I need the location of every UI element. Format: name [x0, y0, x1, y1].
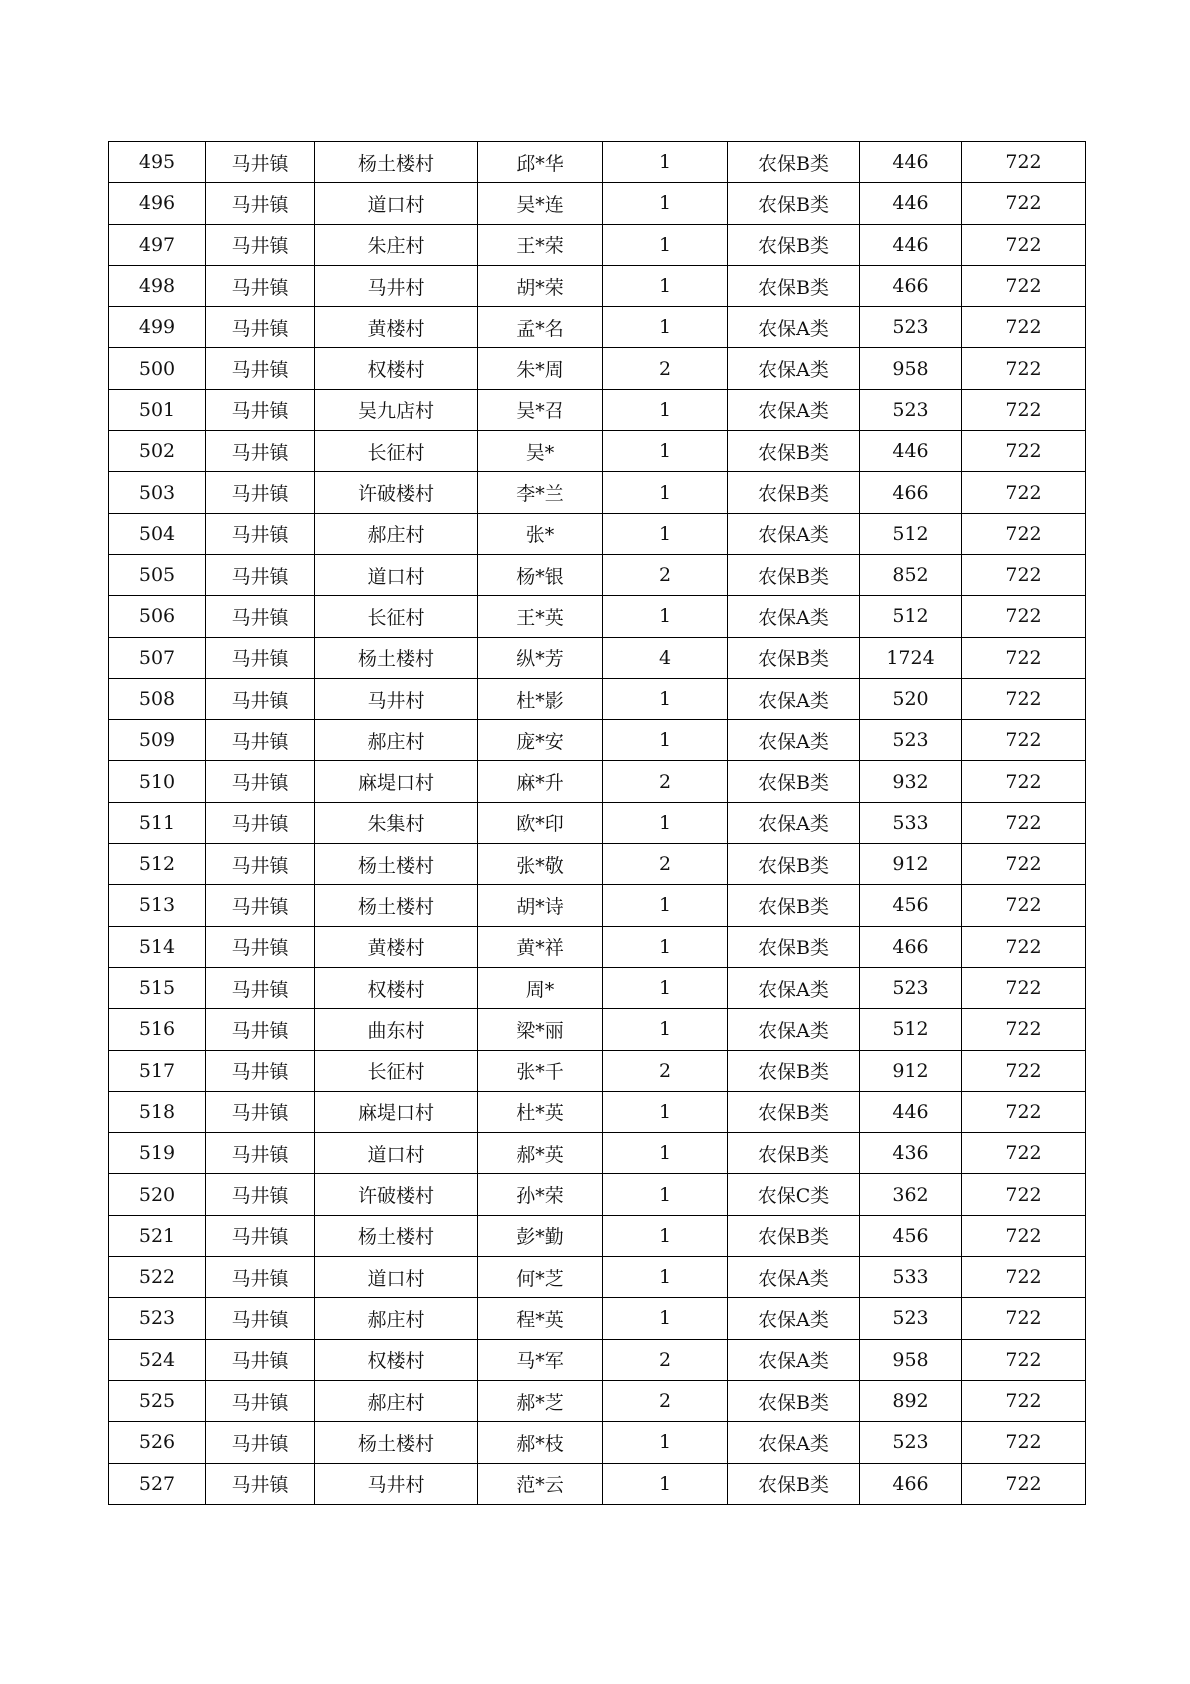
village-cell: 长征村: [315, 596, 478, 637]
name-cell: 梁*丽: [478, 1009, 603, 1050]
standard-cell: 722: [962, 1215, 1086, 1256]
town-cell: 马井镇: [206, 1422, 315, 1463]
category-cell: 农保B类: [728, 554, 860, 595]
name-cell: 彭*勤: [478, 1215, 603, 1256]
name-cell: 张*千: [478, 1050, 603, 1091]
table-row: [109, 1298, 1086, 1339]
town-cell: 马井镇: [206, 678, 315, 719]
village-cell: 马井村: [315, 1463, 478, 1504]
count-cell: 2: [603, 1050, 728, 1091]
village-cell: 曲东村: [315, 1009, 478, 1050]
village-cell: 黄楼村: [315, 307, 478, 348]
seq-cell: 527: [109, 1463, 206, 1504]
count-cell: 1: [603, 1298, 728, 1339]
count-cell: 1: [603, 224, 728, 265]
name-cell: 吴*: [478, 431, 603, 472]
standard-cell: 722: [962, 513, 1086, 554]
standard-cell: 722: [962, 1380, 1086, 1421]
category-cell: 农保B类: [728, 265, 860, 306]
seq-cell: 506: [109, 596, 206, 637]
standard-cell: 722: [962, 637, 1086, 678]
table-row: [109, 1380, 1086, 1421]
count-cell: 1: [603, 1215, 728, 1256]
count-cell: 2: [603, 348, 728, 389]
amount-cell: 446: [860, 224, 962, 265]
standard-cell: 722: [962, 183, 1086, 224]
village-cell: 权楼村: [315, 1339, 478, 1380]
standard-cell: 722: [962, 926, 1086, 967]
amount-cell: 912: [860, 1050, 962, 1091]
amount-cell: 523: [860, 1298, 962, 1339]
table-row: [109, 265, 1086, 306]
amount-cell: 466: [860, 472, 962, 513]
town-cell: 马井镇: [206, 224, 315, 265]
name-cell: 王*英: [478, 596, 603, 637]
category-cell: 农保A类: [728, 1298, 860, 1339]
standard-cell: 722: [962, 1422, 1086, 1463]
seq-cell: 500: [109, 348, 206, 389]
seq-cell: 504: [109, 513, 206, 554]
amount-cell: 446: [860, 142, 962, 183]
amount-cell: 533: [860, 802, 962, 843]
seq-cell: 505: [109, 554, 206, 595]
category-cell: 农保B类: [728, 844, 860, 885]
town-cell: 马井镇: [206, 1257, 315, 1298]
village-cell: 郝庄村: [315, 720, 478, 761]
count-cell: 2: [603, 1339, 728, 1380]
standard-cell: 722: [962, 1050, 1086, 1091]
name-cell: 麻*升: [478, 761, 603, 802]
standard-cell: 722: [962, 720, 1086, 761]
category-cell: 农保A类: [728, 720, 860, 761]
seq-cell: 514: [109, 926, 206, 967]
category-cell: 农保B类: [728, 637, 860, 678]
count-cell: 1: [603, 1257, 728, 1298]
table-row: [109, 554, 1086, 595]
seq-cell: 508: [109, 678, 206, 719]
amount-cell: 523: [860, 1422, 962, 1463]
count-cell: 2: [603, 761, 728, 802]
count-cell: 1: [603, 802, 728, 843]
seq-cell: 495: [109, 142, 206, 183]
town-cell: 马井镇: [206, 1091, 315, 1132]
amount-cell: 466: [860, 1463, 962, 1504]
town-cell: 马井镇: [206, 802, 315, 843]
town-cell: 马井镇: [206, 637, 315, 678]
standard-cell: 722: [962, 1133, 1086, 1174]
town-cell: 马井镇: [206, 1133, 315, 1174]
name-cell: 孟*名: [478, 307, 603, 348]
standard-cell: 722: [962, 1257, 1086, 1298]
village-cell: 长征村: [315, 431, 478, 472]
category-cell: 农保A类: [728, 307, 860, 348]
name-cell: 郝*枝: [478, 1422, 603, 1463]
name-cell: 张*: [478, 513, 603, 554]
village-cell: 郝庄村: [315, 513, 478, 554]
seq-cell: 523: [109, 1298, 206, 1339]
table-row: [109, 596, 1086, 637]
category-cell: 农保A类: [728, 513, 860, 554]
table-row: [109, 967, 1086, 1008]
category-cell: 农保B类: [728, 1380, 860, 1421]
name-cell: 欧*印: [478, 802, 603, 843]
amount-cell: 523: [860, 389, 962, 430]
table-row: [109, 1215, 1086, 1256]
table-row: [109, 1091, 1086, 1132]
category-cell: 农保A类: [728, 678, 860, 719]
town-cell: 马井镇: [206, 596, 315, 637]
amount-cell: 446: [860, 183, 962, 224]
name-cell: 吴*连: [478, 183, 603, 224]
standard-cell: 722: [962, 1174, 1086, 1215]
table-row: [109, 678, 1086, 719]
amount-cell: 523: [860, 307, 962, 348]
village-cell: 道口村: [315, 183, 478, 224]
count-cell: 1: [603, 389, 728, 430]
name-cell: 杨*银: [478, 554, 603, 595]
standard-cell: 722: [962, 802, 1086, 843]
table-row: [109, 224, 1086, 265]
town-cell: 马井镇: [206, 926, 315, 967]
table-row: [109, 1174, 1086, 1215]
name-cell: 王*荣: [478, 224, 603, 265]
category-cell: 农保A类: [728, 967, 860, 1008]
town-cell: 马井镇: [206, 1215, 315, 1256]
amount-cell: 512: [860, 1009, 962, 1050]
village-cell: 道口村: [315, 1257, 478, 1298]
amount-cell: 912: [860, 844, 962, 885]
roster-table: [108, 141, 1086, 1505]
category-cell: 农保B类: [728, 1463, 860, 1504]
town-cell: 马井镇: [206, 1298, 315, 1339]
standard-cell: 722: [962, 761, 1086, 802]
name-cell: 杜*英: [478, 1091, 603, 1132]
standard-cell: 722: [962, 224, 1086, 265]
table-row: [109, 885, 1086, 926]
town-cell: 马井镇: [206, 554, 315, 595]
amount-cell: 1724: [860, 637, 962, 678]
seq-cell: 515: [109, 967, 206, 1008]
count-cell: 1: [603, 183, 728, 224]
seq-cell: 518: [109, 1091, 206, 1132]
seq-cell: 499: [109, 307, 206, 348]
table-row: [109, 1339, 1086, 1380]
amount-cell: 520: [860, 678, 962, 719]
table-row: [109, 761, 1086, 802]
count-cell: 1: [603, 1133, 728, 1174]
table-row: [109, 183, 1086, 224]
count-cell: 2: [603, 844, 728, 885]
village-cell: 麻堤口村: [315, 761, 478, 802]
standard-cell: 722: [962, 1463, 1086, 1504]
standard-cell: 722: [962, 307, 1086, 348]
village-cell: 郝庄村: [315, 1380, 478, 1421]
count-cell: 1: [603, 142, 728, 183]
seq-cell: 524: [109, 1339, 206, 1380]
name-cell: 范*云: [478, 1463, 603, 1504]
amount-cell: 456: [860, 885, 962, 926]
category-cell: 农保A类: [728, 1422, 860, 1463]
amount-cell: 436: [860, 1133, 962, 1174]
amount-cell: 362: [860, 1174, 962, 1215]
town-cell: 马井镇: [206, 844, 315, 885]
standard-cell: 722: [962, 1298, 1086, 1339]
count-cell: 2: [603, 1380, 728, 1421]
seq-cell: 497: [109, 224, 206, 265]
name-cell: 吴*召: [478, 389, 603, 430]
standard-cell: 722: [962, 431, 1086, 472]
category-cell: 农保A类: [728, 802, 860, 843]
seq-cell: 525: [109, 1380, 206, 1421]
table-row: [109, 1463, 1086, 1504]
table-row: [109, 1009, 1086, 1050]
name-cell: 周*: [478, 967, 603, 1008]
category-cell: 农保A类: [728, 1339, 860, 1380]
count-cell: 1: [603, 513, 728, 554]
village-cell: 杨土楼村: [315, 637, 478, 678]
name-cell: 何*芝: [478, 1257, 603, 1298]
category-cell: 农保A类: [728, 1257, 860, 1298]
standard-cell: 722: [962, 1339, 1086, 1380]
village-cell: 杨土楼村: [315, 885, 478, 926]
amount-cell: 932: [860, 761, 962, 802]
seq-cell: 507: [109, 637, 206, 678]
count-cell: 1: [603, 1091, 728, 1132]
count-cell: 2: [603, 554, 728, 595]
amount-cell: 456: [860, 1215, 962, 1256]
village-cell: 道口村: [315, 554, 478, 595]
count-cell: 1: [603, 720, 728, 761]
table-row: [109, 472, 1086, 513]
village-cell: 长征村: [315, 1050, 478, 1091]
name-cell: 马*军: [478, 1339, 603, 1380]
count-cell: 1: [603, 967, 728, 1008]
count-cell: 1: [603, 1422, 728, 1463]
count-cell: 1: [603, 596, 728, 637]
category-cell: 农保A类: [728, 596, 860, 637]
village-cell: 杨土楼村: [315, 1215, 478, 1256]
village-cell: 权楼村: [315, 348, 478, 389]
seq-cell: 501: [109, 389, 206, 430]
count-cell: 1: [603, 1174, 728, 1215]
standard-cell: 722: [962, 1009, 1086, 1050]
count-cell: 4: [603, 637, 728, 678]
amount-cell: 533: [860, 1257, 962, 1298]
town-cell: 马井镇: [206, 1339, 315, 1380]
table-row: [109, 431, 1086, 472]
town-cell: 马井镇: [206, 967, 315, 1008]
standard-cell: 722: [962, 348, 1086, 389]
town-cell: 马井镇: [206, 1380, 315, 1421]
name-cell: 李*兰: [478, 472, 603, 513]
category-cell: 农保B类: [728, 885, 860, 926]
amount-cell: 512: [860, 596, 962, 637]
count-cell: 1: [603, 885, 728, 926]
village-cell: 吴九店村: [315, 389, 478, 430]
table-row: [109, 844, 1086, 885]
seq-cell: 510: [109, 761, 206, 802]
count-cell: 1: [603, 431, 728, 472]
seq-cell: 502: [109, 431, 206, 472]
seq-cell: 512: [109, 844, 206, 885]
seq-cell: 522: [109, 1257, 206, 1298]
table-row: [109, 348, 1086, 389]
village-cell: 许破楼村: [315, 1174, 478, 1215]
standard-cell: 722: [962, 1091, 1086, 1132]
table-row: [109, 142, 1086, 183]
category-cell: 农保B类: [728, 142, 860, 183]
category-cell: 农保A类: [728, 389, 860, 430]
village-cell: 杨土楼村: [315, 142, 478, 183]
seq-cell: 509: [109, 720, 206, 761]
town-cell: 马井镇: [206, 513, 315, 554]
name-cell: 朱*周: [478, 348, 603, 389]
town-cell: 马井镇: [206, 1463, 315, 1504]
amount-cell: 958: [860, 348, 962, 389]
amount-cell: 446: [860, 431, 962, 472]
town-cell: 马井镇: [206, 1174, 315, 1215]
village-cell: 黄楼村: [315, 926, 478, 967]
table-row: [109, 1133, 1086, 1174]
standard-cell: 722: [962, 472, 1086, 513]
village-cell: 郝庄村: [315, 1298, 478, 1339]
seq-cell: 526: [109, 1422, 206, 1463]
town-cell: 马井镇: [206, 1009, 315, 1050]
category-cell: 农保B类: [728, 926, 860, 967]
standard-cell: 722: [962, 844, 1086, 885]
count-cell: 1: [603, 1463, 728, 1504]
amount-cell: 523: [860, 967, 962, 1008]
town-cell: 马井镇: [206, 431, 315, 472]
name-cell: 杜*影: [478, 678, 603, 719]
count-cell: 1: [603, 472, 728, 513]
table-row: [109, 307, 1086, 348]
name-cell: 程*英: [478, 1298, 603, 1339]
table-row: [109, 802, 1086, 843]
category-cell: 农保C类: [728, 1174, 860, 1215]
amount-cell: 852: [860, 554, 962, 595]
amount-cell: 523: [860, 720, 962, 761]
standard-cell: 722: [962, 554, 1086, 595]
amount-cell: 446: [860, 1091, 962, 1132]
seq-cell: 498: [109, 265, 206, 306]
category-cell: 农保B类: [728, 1133, 860, 1174]
town-cell: 马井镇: [206, 389, 315, 430]
village-cell: 道口村: [315, 1133, 478, 1174]
seq-cell: 521: [109, 1215, 206, 1256]
town-cell: 马井镇: [206, 720, 315, 761]
village-cell: 马井村: [315, 678, 478, 719]
table-row: [109, 1050, 1086, 1091]
name-cell: 孙*荣: [478, 1174, 603, 1215]
standard-cell: 722: [962, 967, 1086, 1008]
name-cell: 纵*芳: [478, 637, 603, 678]
seq-cell: 516: [109, 1009, 206, 1050]
count-cell: 1: [603, 265, 728, 306]
category-cell: 农保B类: [728, 1050, 860, 1091]
name-cell: 郝*芝: [478, 1380, 603, 1421]
category-cell: 农保B类: [728, 431, 860, 472]
town-cell: 马井镇: [206, 348, 315, 389]
seq-cell: 519: [109, 1133, 206, 1174]
seq-cell: 496: [109, 183, 206, 224]
seq-cell: 520: [109, 1174, 206, 1215]
seq-cell: 511: [109, 802, 206, 843]
standard-cell: 722: [962, 678, 1086, 719]
seq-cell: 513: [109, 885, 206, 926]
standard-cell: 722: [962, 596, 1086, 637]
village-cell: 许破楼村: [315, 472, 478, 513]
category-cell: 农保A类: [728, 1009, 860, 1050]
amount-cell: 466: [860, 926, 962, 967]
roster-body: [109, 142, 1086, 1505]
count-cell: 1: [603, 1009, 728, 1050]
table-row: [109, 1422, 1086, 1463]
name-cell: 胡*荣: [478, 265, 603, 306]
name-cell: 张*敬: [478, 844, 603, 885]
category-cell: 农保B类: [728, 1215, 860, 1256]
amount-cell: 958: [860, 1339, 962, 1380]
category-cell: 农保B类: [728, 761, 860, 802]
town-cell: 马井镇: [206, 307, 315, 348]
table-row: [109, 389, 1086, 430]
town-cell: 马井镇: [206, 472, 315, 513]
table-row: [109, 637, 1086, 678]
table-row: [109, 1257, 1086, 1298]
village-cell: 权楼村: [315, 967, 478, 1008]
name-cell: 胡*诗: [478, 885, 603, 926]
count-cell: 1: [603, 678, 728, 719]
town-cell: 马井镇: [206, 183, 315, 224]
table-row: [109, 513, 1086, 554]
town-cell: 马井镇: [206, 885, 315, 926]
amount-cell: 512: [860, 513, 962, 554]
name-cell: 黄*祥: [478, 926, 603, 967]
seq-cell: 503: [109, 472, 206, 513]
table-row: [109, 926, 1086, 967]
village-cell: 杨土楼村: [315, 844, 478, 885]
village-cell: 马井村: [315, 265, 478, 306]
village-cell: 朱庄村: [315, 224, 478, 265]
standard-cell: 722: [962, 389, 1086, 430]
town-cell: 马井镇: [206, 142, 315, 183]
name-cell: 郝*英: [478, 1133, 603, 1174]
amount-cell: 466: [860, 265, 962, 306]
standard-cell: 722: [962, 885, 1086, 926]
category-cell: 农保A类: [728, 348, 860, 389]
category-cell: 农保B类: [728, 1091, 860, 1132]
town-cell: 马井镇: [206, 1050, 315, 1091]
village-cell: 麻堤口村: [315, 1091, 478, 1132]
standard-cell: 722: [962, 265, 1086, 306]
village-cell: 杨土楼村: [315, 1422, 478, 1463]
standard-cell: 722: [962, 142, 1086, 183]
count-cell: 1: [603, 307, 728, 348]
name-cell: 邱*华: [478, 142, 603, 183]
table-row: [109, 720, 1086, 761]
town-cell: 马井镇: [206, 761, 315, 802]
seq-cell: 517: [109, 1050, 206, 1091]
name-cell: 庞*安: [478, 720, 603, 761]
category-cell: 农保B类: [728, 224, 860, 265]
category-cell: 农保B类: [728, 183, 860, 224]
category-cell: 农保B类: [728, 472, 860, 513]
village-cell: 朱集村: [315, 802, 478, 843]
town-cell: 马井镇: [206, 265, 315, 306]
count-cell: 1: [603, 926, 728, 967]
amount-cell: 892: [860, 1380, 962, 1421]
